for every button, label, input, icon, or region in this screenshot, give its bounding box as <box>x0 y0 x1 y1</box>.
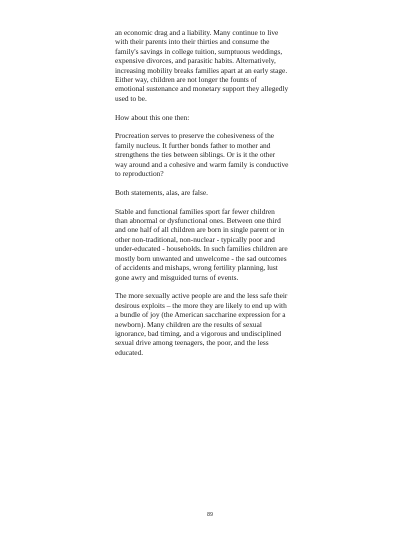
paragraph-stable-families: Stable and functional families sport far fewer children than abnormal or dysfunctional ones. Between one third and one half of all children are born in single parent or in other non-traditional, non-nuclear - typically poor and under-educated - households. In such families children are mostly born unwanted and unwelcome - the sad outcomes of accidents and mishaps, wrong fertility planning, lust gone awry and misguided turns of events. <box>115 206 288 282</box>
paragraph-sexually-active: The more sexually active people are and the less safe their desirous exploits – the more they are likely to end up with a bundle of joy (the American saccharine expression for a newborn). Many children are the results of sexual ignorance, bad timing, and a vigorous and undisciplined sexual drive among teenagers, the poor, and the less educated. <box>115 291 288 357</box>
paragraph-procreation-cohesiveness: Procreation serves to preserve the cohesiveness of the family nucleus. It further bonds father to mother and strengthens the ties between siblings. Or is it the other way around and a cohesive and warm family is conductive to reproduction? <box>115 131 289 179</box>
body-text <box>115 28 347 367</box>
paragraph-both-false: Both statements, alas, are false. <box>115 187 208 197</box>
paragraph-children-drag: an economic drag and a liability. Many continue to live with their parents into their thirties and consume the family's savings in college tuition, sumptuous weddings, expensive divorces, and parasitic habits. Alternatively, increasing mobility breaks families apart at an early stage. Either way, children are not longer the founts of emotional sustenance and monetary support they allegedly used to be. <box>115 28 289 103</box>
page-number: 89 <box>206 512 214 518</box>
paragraph-how-about: How about this one then: <box>115 112 190 122</box>
